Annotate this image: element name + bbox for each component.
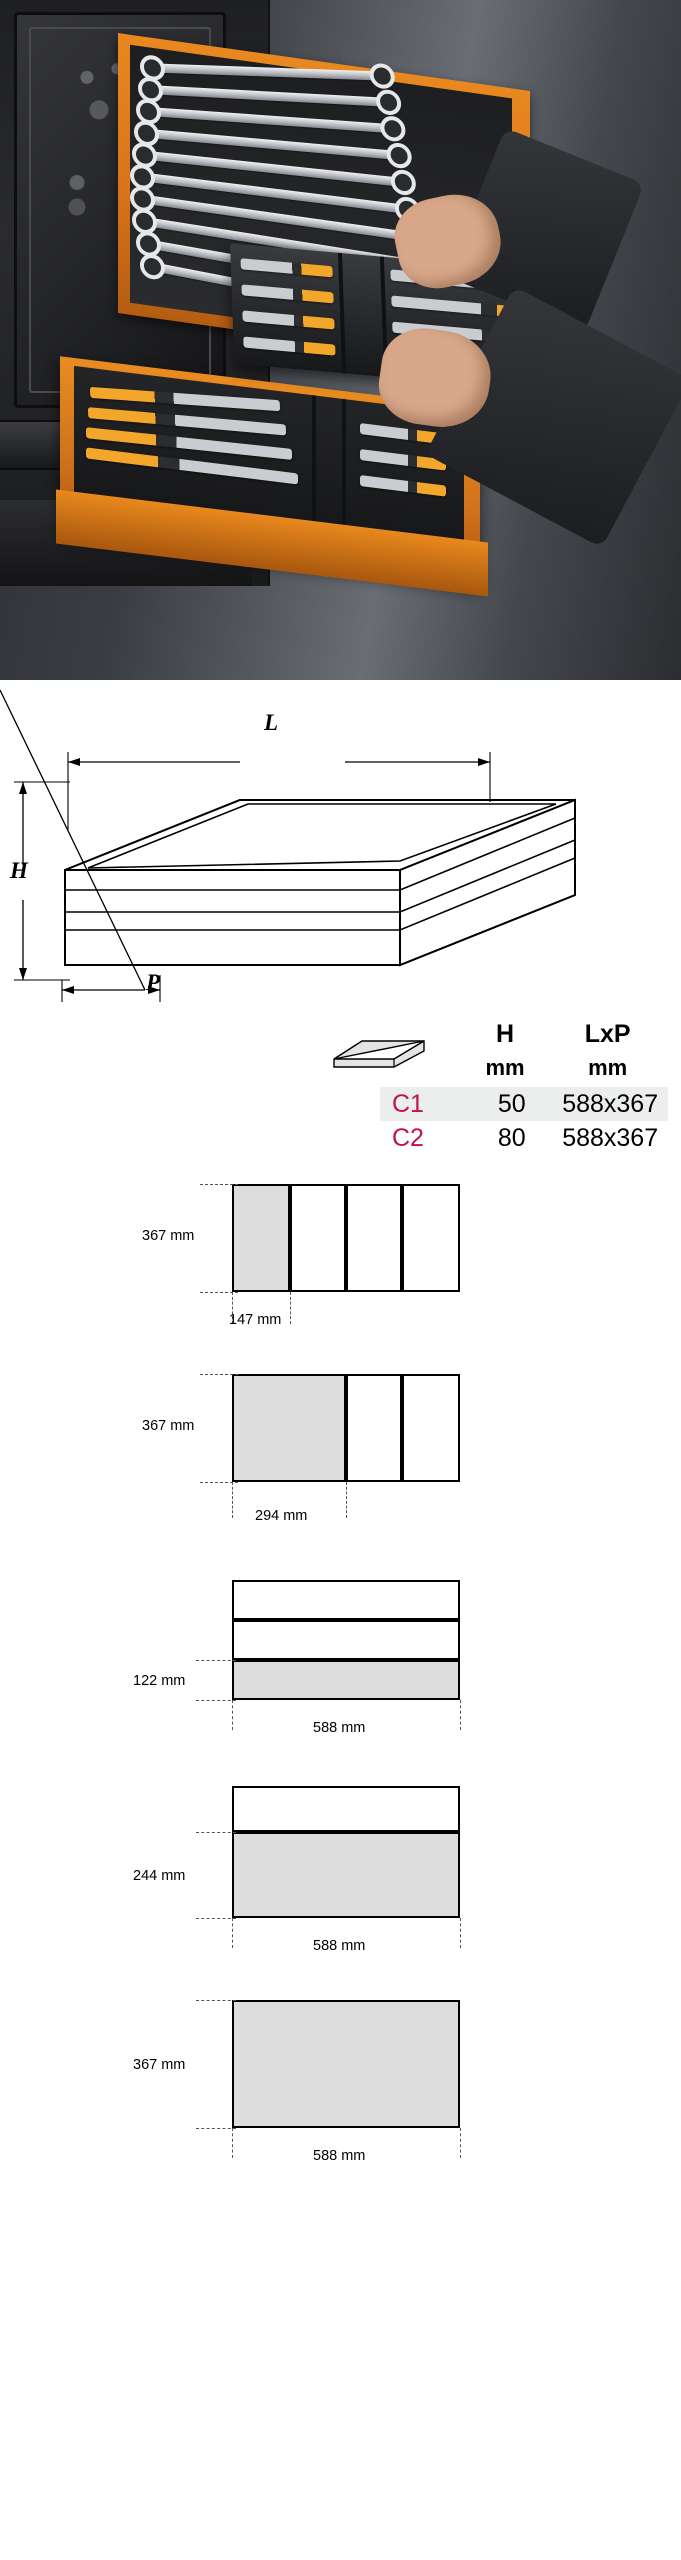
dim-guide [460, 1700, 461, 1730]
compartment [232, 1620, 460, 1660]
dimension-label-L: L [264, 710, 279, 735]
layout-2-columns [0, 1350, 681, 1550]
spec-unit-h: mm [485, 1055, 525, 1080]
isometric-tray-diagram [0, 690, 681, 1020]
screwdriver [243, 337, 335, 356]
spanner [146, 85, 394, 107]
compartment-highlight [232, 1184, 290, 1292]
screwdriver [241, 284, 333, 303]
screwdriver [90, 387, 280, 411]
cabinet-ornament-secondary [47, 165, 107, 235]
dim-guide [460, 1918, 461, 1948]
spec-code: C2 [392, 1123, 424, 1152]
technical-drawing-section [0, 680, 681, 2560]
tray-divider [312, 395, 316, 523]
spec-table-wrapper [380, 1020, 668, 1155]
compartment [232, 1580, 460, 1620]
dim-label-height: 367 mm [142, 1418, 195, 1434]
tray-divider [338, 253, 346, 374]
product-photo [0, 0, 681, 680]
dim-guide [196, 1700, 236, 1701]
dimension-label-P: P [146, 970, 161, 995]
compartment-highlight [232, 1832, 460, 1918]
dim-guide [232, 2128, 233, 2158]
dimension-label-H: H [10, 858, 28, 883]
spec-header-lxp: LxP [584, 1020, 631, 1048]
dim-guide [232, 1918, 233, 1948]
dim-guide [196, 2128, 236, 2129]
screwdriver [360, 475, 446, 497]
spanner [148, 63, 388, 81]
spec-code: C1 [392, 1089, 424, 1118]
dim-guide [232, 1482, 233, 1518]
dim-label-height: 122 mm [133, 1673, 186, 1689]
compartment-highlight [232, 1374, 346, 1482]
spec-h-value: 50 [497, 1089, 526, 1118]
spec-lxp-value: 588x367 [562, 1089, 659, 1118]
compartment [346, 1184, 402, 1292]
compartment-highlight [232, 2000, 460, 2128]
dim-label-width: 588 mm [313, 2148, 366, 2164]
table-row [380, 1121, 668, 1155]
dim-label-width: 294 mm [255, 1508, 308, 1524]
dim-guide [460, 2128, 461, 2158]
layout-4-columns [0, 1160, 681, 1340]
dim-guide [200, 1184, 238, 1185]
compartment [290, 1184, 346, 1292]
spec-unit-lxp: mm [588, 1055, 628, 1080]
dim-guide [232, 1700, 233, 1730]
dim-guide [290, 1292, 291, 1324]
spec-header-h: H [496, 1020, 515, 1048]
spec-h-value: 80 [497, 1123, 526, 1152]
compartment-highlight [232, 1660, 460, 1700]
dim-guide [196, 1918, 236, 1919]
dim-guide [196, 1660, 236, 1661]
spec-lxp-value: 588x367 [562, 1123, 659, 1152]
screwdriver [240, 258, 332, 277]
table-row [380, 1087, 668, 1121]
dim-label-height: 244 mm [133, 1868, 186, 1884]
compartment [402, 1374, 460, 1482]
screwdriver [242, 310, 334, 329]
layout-full [0, 1980, 681, 2210]
dim-guide [200, 1374, 238, 1375]
dim-label-width: 588 mm [313, 1938, 366, 1954]
dim-label-width: 588 mm [313, 1720, 366, 1736]
compartment [402, 1184, 460, 1292]
dim-label-height: 367 mm [142, 1228, 195, 1244]
layout-3-rows [0, 1570, 681, 1770]
dim-label-height: 367 mm [133, 2057, 186, 2073]
dim-guide [196, 2000, 236, 2001]
tray-divider [342, 399, 346, 527]
dim-guide [196, 1832, 236, 1833]
spanner [144, 107, 398, 134]
compartment [346, 1374, 402, 1482]
compartment [232, 1786, 460, 1832]
dim-label-width: 147 mm [229, 1312, 282, 1328]
dim-guide [346, 1482, 347, 1518]
layout-2-rows [0, 1770, 681, 1980]
